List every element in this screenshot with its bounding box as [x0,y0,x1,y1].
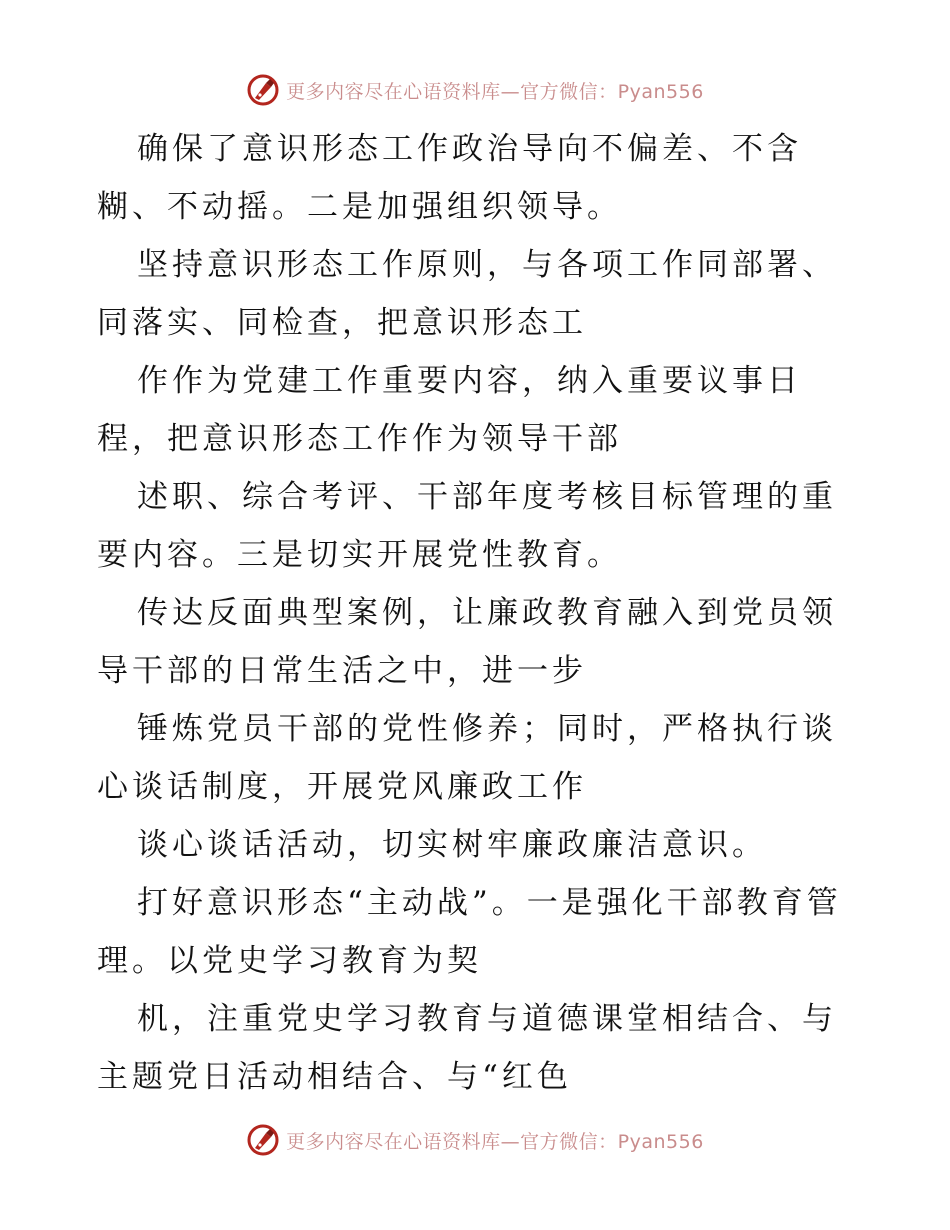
paragraph-7: 谈心谈话活动，切实树牢廉政廉洁意识。 [137,827,767,863]
pen-nib-logo-icon [246,1123,280,1157]
footer-banner [0,1120,950,1160]
document-body [97,120,857,1106]
header-banner-text: 更多内容尽在心语资料库—官方微信：Pyan556 [286,80,704,103]
paragraph-2: 坚持意识形态工作原则，与各项工作同部署、同落实、同检查，把意识形态工 [97,247,837,341]
paragraph-5: 传达反面典型案例，让廉政教育融入到党员领导干部的日常生活之中，进一步 [97,595,837,689]
footer-banner-text: 更多内容尽在心语资料库—官方微信：Pyan556 [286,1130,704,1153]
header-banner [0,70,950,110]
paragraph-3: 作作为党建工作重要内容，纳入重要议事日程，把意识形态工作作为领导干部 [97,363,802,457]
paragraph-4: 述职、综合考评、干部年度考核目标管理的重要内容。三是切实开展党性教育。 [97,479,837,573]
paragraph-9: 机，注重党史学习教育与道德课堂相结合、与主题党日活动相结合、与“红色 [97,1001,837,1095]
paragraph-8: 打好意识形态“主动战”。一是强化干部教育管理。以党史学习教育为契 [97,885,842,979]
paragraph-6: 锤炼党员干部的党性修养；同时，严格执行谈心谈话制度，开展党风廉政工作 [97,711,837,805]
pen-nib-logo-icon [246,73,280,107]
paragraph-1: 确保了意识形态工作政治导向不偏差、不含糊、不动摇。二是加强组织领导。 [97,131,802,225]
